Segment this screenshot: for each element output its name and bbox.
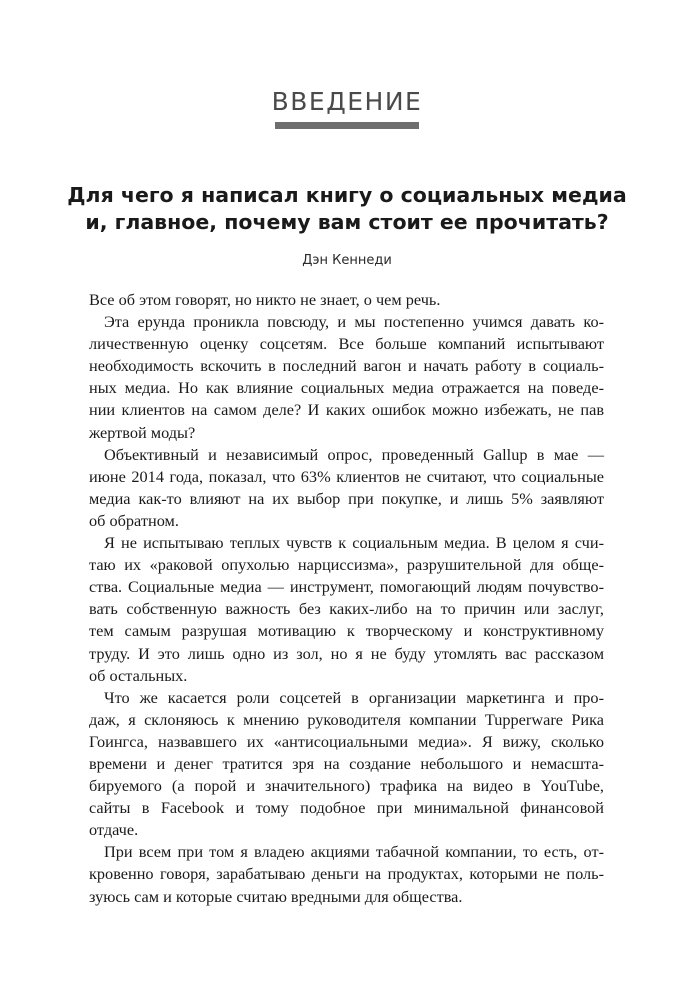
text-line: об остальных.	[89, 665, 188, 685]
text-line: Объективный и независимый опрос, проведенный Gallup в мае —	[104, 444, 604, 464]
text-line: жертвой моды?	[89, 422, 196, 442]
text-line: Что же касается роли соцсетей в организации маркетинга и про-	[104, 687, 604, 707]
text-line: При всем при том я владею акциями табачной компании, то есть, от-	[104, 842, 604, 862]
text-line: сайты в Facebook и тому подобное при минимальной финансовой	[89, 798, 604, 818]
text-line: Я не испытываю теплых чувств к социальным медиа. В целом я счи-	[104, 533, 604, 553]
text-line: личественную оценку соцсетям. Все больше компаний испытывают	[89, 334, 604, 354]
text-line: времени и денег тратится зря на создание небольшого и немасшта-	[89, 753, 604, 773]
text-line: бируемого (а порой и значительного) трафика на видео в YouTube,	[89, 776, 604, 796]
title-underline-bar	[275, 122, 419, 129]
chapter-heading	[60, 182, 634, 236]
text-line: ства. Социальные медиа — инструмент, помогающий людям почувство-	[89, 577, 604, 597]
text-line: тем самым разрушая мотивацию к творческому и конструктивному	[89, 621, 604, 641]
heading-line-1: Для чего я написал книгу о социальных медиа	[67, 183, 627, 207]
text-line: июне 2014 года, показал, что 63% клиентов не считают, что социальные	[89, 466, 604, 486]
text-line: об обратном.	[89, 510, 179, 530]
text-line: таю их «раковой опухолью нарциссизма», разрушительной для обще-	[89, 555, 604, 575]
author-name: Дэн Кеннеди	[302, 253, 392, 268]
text-line: Эта ерунда проникла повсюду, и мы постепенно учимся давать ко-	[104, 312, 604, 332]
body-text	[89, 289, 604, 908]
text-line: отдаче.	[89, 820, 139, 840]
section-title: ВВЕДЕНИЕ	[271, 87, 423, 116]
text-line: Все об этом говорят, но никто не знает, о чем речь.	[89, 290, 441, 309]
text-line: ных медиа. Но как влияние социальных медиа отражается на поведе-	[89, 378, 604, 398]
heading-line-2: и, главное, почему вам стоит ее прочитать?	[85, 210, 609, 234]
text-line: кровенно говоря, зарабатываю деньги на продуктах, которыми не поль-	[89, 864, 604, 884]
text-line: Гоингса, назвавшего их «антисоциальными медиа». Я вижу, сколько	[89, 731, 604, 751]
text-line: медиа как-то влияют на их выбор при покупке, и лишь 5% заявляют	[89, 488, 604, 508]
text-line: нии клиентов на самом деле? И каких ошибок можно избежать, не пав	[89, 400, 604, 420]
text-line: труду. И это лишь одно из зол, но я не буду утомлять вас рассказом	[89, 643, 604, 663]
text-line: даж, я склоняюсь к мнению руководителя компании Tupperware Рика	[89, 709, 604, 729]
text-line: зуюсь сам и которые считаю вредными для общества.	[89, 886, 463, 906]
text-line: необходимость вскочить в последний вагон и начать работу в социаль-	[89, 356, 604, 376]
text-line: вать собственную важность без каких-либо на то причин или заслуг,	[89, 599, 604, 619]
